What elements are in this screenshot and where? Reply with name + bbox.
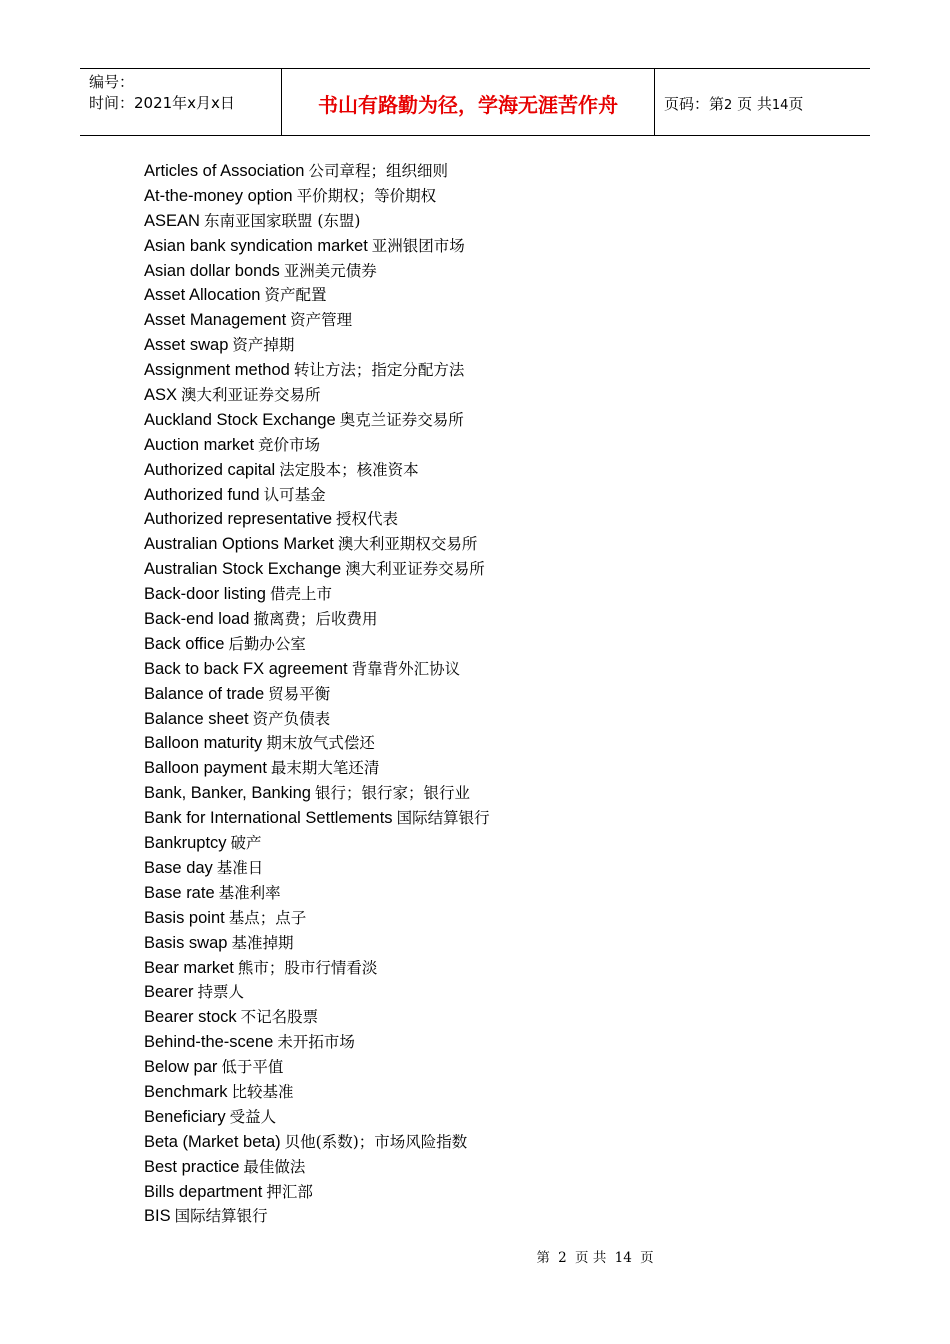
- term-english: Behind-the-scene: [144, 1033, 274, 1052]
- time-label: 时间：2021年x月x日: [89, 94, 235, 112]
- glossary-entry: [144, 507, 490, 532]
- term-chinese: 平价期权；等价期权: [296, 186, 437, 205]
- glossary-entry: [144, 1055, 490, 1080]
- term-english: Bear market: [144, 958, 234, 977]
- term-english: Bank, Banker, Banking: [144, 784, 311, 803]
- glossary-entry: [144, 856, 490, 881]
- term-chinese: 背靠背外汇协议: [351, 659, 461, 678]
- term-chinese: 澳大利亚证券交易所: [345, 560, 485, 579]
- page-footer: [0, 1246, 950, 1266]
- term-english: Auckland Stock Exchange: [144, 410, 336, 429]
- term-english: Asset Allocation: [144, 286, 261, 305]
- footer-total: 14: [614, 1250, 632, 1266]
- term-chinese: 亚洲美元债券: [283, 261, 377, 280]
- term-english: ASX: [144, 386, 178, 405]
- term-english: Authorized fund: [144, 485, 260, 504]
- term-english: Base rate: [144, 883, 215, 902]
- term-english: Australian Stock Exchange: [144, 560, 342, 579]
- term-english: Assignment method: [144, 361, 290, 380]
- glossary-entry: [144, 607, 490, 632]
- glossary-entry: [144, 731, 490, 756]
- term-english: Basis point: [144, 908, 225, 927]
- glossary-entry: [144, 1130, 490, 1155]
- term-english: Beta (Market beta): [144, 1132, 281, 1151]
- term-chinese: 贝他(系数)；市场风险指数: [284, 1132, 468, 1151]
- page-total: 14: [771, 98, 789, 113]
- term-english: Balance sheet: [144, 709, 249, 728]
- header-motto-cell: [282, 69, 655, 135]
- term-english: Back office: [144, 634, 225, 653]
- motto-text: 书山有路勤为径，学海无涯苦作舟: [318, 93, 618, 117]
- term-chinese: 不记名股票: [240, 1008, 319, 1027]
- glossary-entry: [144, 806, 490, 831]
- glossary-entry: [144, 582, 490, 607]
- term-english: Balloon payment: [144, 759, 267, 778]
- glossary-entry: [144, 483, 490, 508]
- term-chinese: 熊市；股市行情看淡: [237, 958, 378, 977]
- glossary-entry: [144, 1080, 490, 1105]
- glossary-entry: [144, 1005, 490, 1030]
- page-mid: 页 共: [737, 95, 772, 113]
- glossary-entry: [144, 209, 490, 234]
- term-chinese: 最佳做法: [243, 1157, 306, 1176]
- term-chinese: 基准掉期: [231, 933, 294, 952]
- term-english: Australian Options Market: [144, 535, 334, 554]
- term-english: Best practice: [144, 1157, 240, 1176]
- term-chinese: 资产负债表: [252, 709, 331, 728]
- term-chinese: 澳大利亚期权交易所: [337, 535, 478, 554]
- glossary-entry: [144, 458, 490, 483]
- glossary-entry: [144, 931, 490, 956]
- term-english: Articles of Association: [144, 162, 305, 180]
- glossary-entry: [144, 1204, 490, 1229]
- term-chinese: 澳大利亚证券交易所: [181, 386, 321, 405]
- term-english: Asset swap: [144, 336, 229, 355]
- glossary-entry: [144, 408, 490, 433]
- term-chinese: 借壳上市: [269, 585, 332, 604]
- glossary-entry: [144, 259, 490, 284]
- page-prefix: 页码：第: [664, 95, 725, 113]
- glossary-entry: [144, 1030, 490, 1055]
- footer-suffix: 页: [640, 1250, 654, 1266]
- term-chinese: 授权代表: [336, 510, 399, 529]
- glossary-entry: [144, 358, 490, 383]
- term-english: Benchmark: [144, 1082, 228, 1101]
- term-chinese: 东南亚国家联盟 (东盟): [203, 211, 361, 230]
- glossary-entry: [144, 781, 490, 806]
- glossary-entry: [144, 980, 490, 1005]
- term-english: Bearer stock: [144, 1008, 237, 1027]
- term-english: Balloon maturity: [144, 734, 263, 753]
- term-english: At-the-money option: [144, 186, 293, 205]
- glossary-entry: [144, 333, 490, 358]
- footer-prefix: 第: [536, 1250, 550, 1266]
- term-english: Authorized capital: [144, 460, 276, 479]
- glossary-entry: [144, 632, 490, 657]
- glossary-entry: [144, 308, 490, 333]
- glossary-entry: [144, 707, 490, 732]
- term-chinese: 持票人: [197, 983, 245, 1002]
- page-suffix: 页: [788, 95, 804, 113]
- term-english: ASEAN: [144, 211, 200, 230]
- term-english: Back to back FX agreement: [144, 659, 348, 678]
- glossary-entry: [144, 881, 490, 906]
- term-english: Base day: [144, 858, 213, 877]
- term-chinese: 未开拓市场: [277, 1033, 355, 1052]
- glossary-entry: [144, 1155, 490, 1180]
- term-chinese: 奥克兰证券交易所: [339, 410, 464, 429]
- glossary-entry: [144, 657, 490, 682]
- term-chinese: 贸易平衡: [268, 684, 331, 703]
- term-chinese: 基点；点子: [228, 908, 307, 927]
- footer-mid: 页 共: [575, 1250, 607, 1266]
- term-english: Asset Management: [144, 311, 287, 330]
- term-chinese: 法定股本；核准资本: [279, 460, 419, 479]
- term-chinese: 受益人: [229, 1107, 277, 1126]
- document-header: [80, 68, 870, 136]
- glossary-entry: [144, 283, 490, 308]
- glossary-entry: [144, 234, 490, 259]
- term-chinese: 公司章程；组织细则: [308, 162, 449, 180]
- glossary-entry: [144, 159, 490, 184]
- header-meta-cell: [80, 69, 282, 135]
- glossary-entry: [144, 756, 490, 781]
- glossary-entry: [144, 682, 490, 707]
- glossary-entry: [144, 1105, 490, 1130]
- term-chinese: 最末期大笔还清: [270, 759, 380, 778]
- glossary-entry: [144, 557, 490, 582]
- term-english: Bills department: [144, 1182, 263, 1201]
- term-chinese: 亚洲银团市场: [371, 236, 465, 255]
- term-chinese: 破产: [230, 834, 262, 853]
- term-chinese: 银行；银行家；银行业: [314, 784, 470, 803]
- term-english: Balance of trade: [144, 684, 265, 703]
- term-english: Bearer: [144, 983, 194, 1002]
- term-chinese: 比较基准: [231, 1082, 294, 1101]
- term-chinese: 国际结算银行: [396, 809, 490, 828]
- glossary-entry: [144, 1180, 490, 1205]
- term-english: Back-end load: [144, 610, 250, 629]
- term-chinese: 基准日: [216, 858, 264, 877]
- footer-current: 2: [558, 1250, 567, 1266]
- term-chinese: 转让方法；指定分配方法: [293, 361, 465, 380]
- page-current: 2: [724, 98, 733, 113]
- term-english: Authorized representative: [144, 510, 333, 529]
- glossary-entry: [144, 956, 490, 981]
- term-english: BIS: [144, 1207, 171, 1226]
- glossary-entry: [144, 906, 490, 931]
- term-chinese: 认可基金: [263, 485, 326, 504]
- term-chinese: 资产掉期: [232, 336, 295, 355]
- glossary-entry: [144, 433, 490, 458]
- glossary-entry: [144, 831, 490, 856]
- term-chinese: 资产配置: [264, 286, 327, 305]
- glossary-entry: [144, 383, 490, 408]
- term-english: Asian dollar bonds: [144, 261, 280, 280]
- header-page-cell: [655, 69, 870, 135]
- glossary-entry: [144, 532, 490, 557]
- term-chinese: 押汇部: [266, 1182, 313, 1201]
- term-english: Auction market: [144, 435, 255, 454]
- term-english: Beneficiary: [144, 1107, 226, 1126]
- term-english: Bank for International Settlements: [144, 809, 393, 828]
- glossary-list: [144, 159, 490, 1229]
- term-english: Below par: [144, 1058, 218, 1077]
- term-chinese: 低于平值: [221, 1058, 284, 1077]
- term-chinese: 撤离费；后收费用: [253, 610, 378, 629]
- term-chinese: 基准利率: [218, 883, 281, 902]
- glossary-entry: [144, 184, 490, 209]
- term-english: Asian bank syndication market: [144, 236, 368, 255]
- number-label: 编号：: [89, 73, 135, 91]
- term-chinese: 资产管理: [290, 311, 353, 330]
- term-chinese: 期末放气式偿还: [266, 734, 375, 753]
- term-english: Bankruptcy: [144, 834, 227, 853]
- term-chinese: 国际结算银行: [174, 1207, 268, 1226]
- term-english: Basis swap: [144, 933, 228, 952]
- term-chinese: 后勤办公室: [228, 634, 306, 653]
- term-english: Back-door listing: [144, 585, 266, 604]
- term-chinese: 竞价市场: [258, 435, 321, 454]
